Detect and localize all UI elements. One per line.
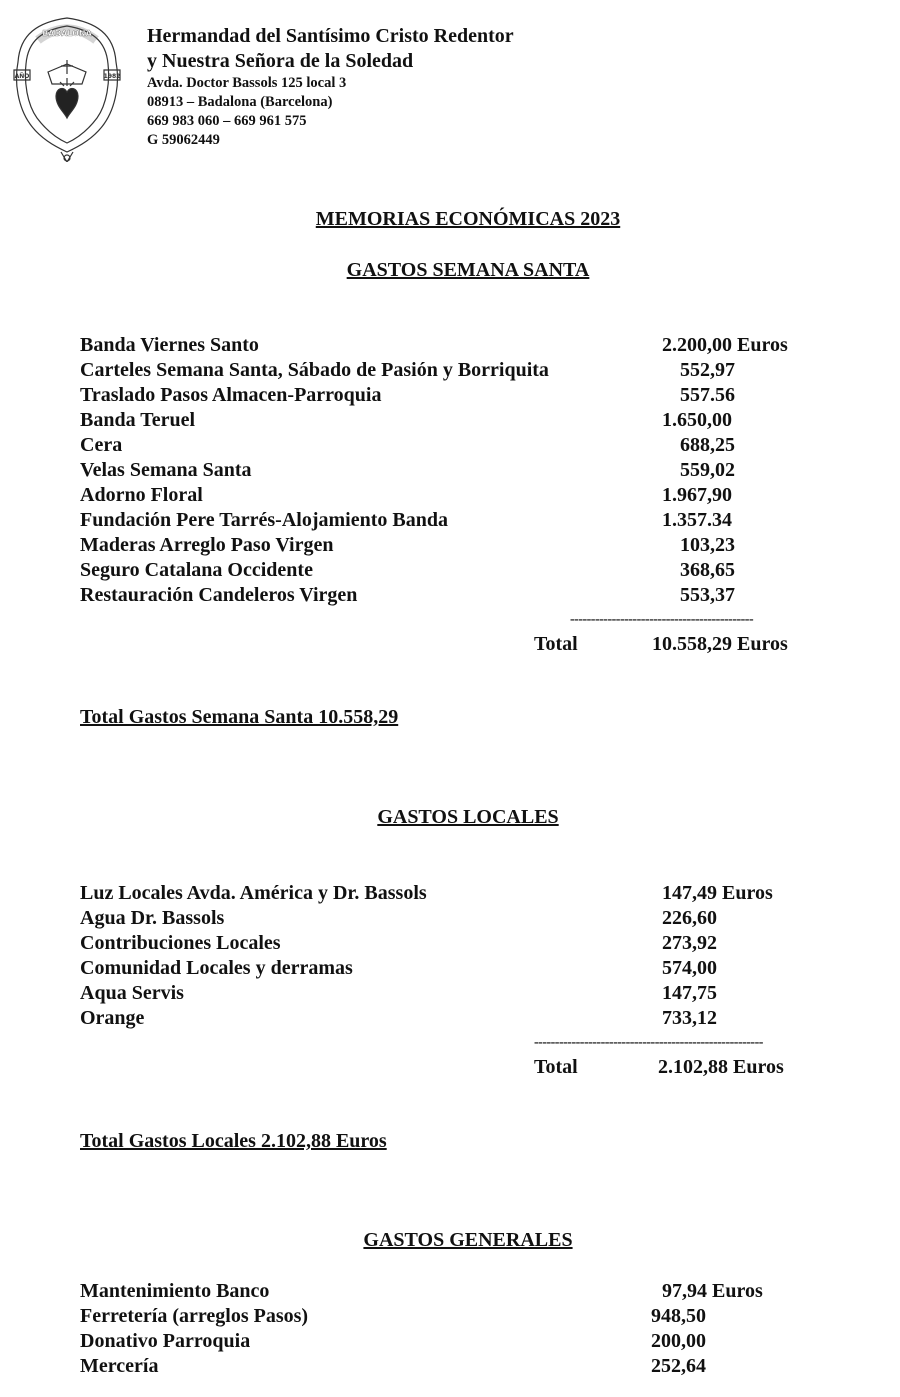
- expense-amount: 252,64: [651, 1355, 706, 1377]
- city-address: 08913 – Badalona (Barcelona): [147, 94, 333, 110]
- expense-amount: 688,25: [680, 434, 735, 456]
- total-amount: 10.558,29 Euros: [652, 633, 788, 655]
- expense-label: Fundación Pere Tarrés-Alojamiento Banda: [80, 509, 448, 531]
- expense-amount: 226,60: [662, 907, 717, 929]
- expense-amount: 557.56: [680, 384, 735, 406]
- expense-row: [80, 333, 860, 358]
- locales-summary: Total Gastos Locales 2.102,88 Euros: [80, 1130, 387, 1152]
- expense-row: [80, 931, 860, 956]
- expense-row: [80, 558, 860, 583]
- expense-amount: 97,94 Euros: [662, 1280, 763, 1302]
- expense-row: [80, 358, 860, 383]
- expense-label: Ferretería (arreglos Pasos): [80, 1305, 309, 1327]
- expense-row: [80, 433, 860, 458]
- brotherhood-seal-logo: [8, 12, 126, 162]
- expense-amount: 733,12: [662, 1007, 717, 1029]
- expense-label: Donativo Parroquia: [80, 1330, 251, 1352]
- expense-row: [80, 583, 860, 608]
- expense-label: Contribuciones Locales: [80, 932, 281, 954]
- expense-row: [80, 956, 860, 981]
- organization-name-line2: y Nuestra Señora de la Soledad: [147, 50, 414, 72]
- svg-text:AÑO: AÑO: [14, 73, 30, 80]
- expense-label: Agua Dr. Bassols: [80, 907, 225, 929]
- svg-text:BADALONA: BADALONA: [42, 29, 92, 38]
- semana-santa-total-row: [534, 632, 834, 657]
- document-title: MEMORIAS ECONÓMICAS 2023: [315, 208, 621, 230]
- expense-amount: 552,97: [680, 359, 735, 381]
- expense-amount: 200,00: [651, 1330, 706, 1352]
- expense-row: [80, 508, 860, 533]
- expense-amount: 559,02: [680, 459, 735, 481]
- expense-row: [80, 1279, 860, 1304]
- section-title-locales: GASTOS LOCALES: [377, 806, 559, 828]
- total-label: Total: [534, 633, 578, 655]
- expense-label: Traslado Pasos Almacen-Parroquia: [80, 384, 382, 406]
- expense-label: Seguro Catalana Occidente: [80, 559, 313, 581]
- total-amount: 2.102,88 Euros: [658, 1056, 784, 1078]
- expense-amount: 2.200,00 Euros: [662, 334, 788, 356]
- letterhead: [147, 24, 514, 150]
- expense-label: Mantenimiento Banco: [80, 1280, 270, 1302]
- expense-row: [80, 881, 860, 906]
- expense-amount: 574,00: [662, 957, 717, 979]
- svg-text:1982: 1982: [103, 73, 121, 80]
- expense-label: Restauración Candeleros Virgen: [80, 584, 358, 606]
- expense-label: Velas Semana Santa: [80, 459, 252, 481]
- expense-row: [80, 383, 860, 408]
- expense-amount: 1.357.34: [662, 509, 732, 531]
- expense-label: Comunidad Locales y derramas: [80, 957, 353, 979]
- expense-row: [80, 1006, 860, 1031]
- expense-amount: 147,75: [662, 982, 717, 1004]
- expense-label: Orange: [80, 1007, 145, 1029]
- expense-amount: 1.650,00: [662, 409, 732, 431]
- expense-row: [80, 981, 860, 1006]
- semana-santa-summary: Total Gastos Semana Santa 10.558,29: [80, 706, 399, 728]
- expense-row: [80, 906, 860, 931]
- tax-id: G 59062449: [147, 132, 220, 148]
- expense-amount: 948,50: [651, 1305, 706, 1327]
- expense-amount: 103,23: [680, 534, 735, 556]
- expense-row: [80, 1329, 860, 1354]
- expense-row: [80, 483, 860, 508]
- total-separator: -------------------------------------------------------: [534, 1035, 763, 1050]
- expense-label: Banda Teruel: [80, 409, 196, 431]
- expense-label: Aqua Servis: [80, 982, 184, 1004]
- expense-row: [80, 408, 860, 433]
- expense-amount: 147,49 Euros: [662, 882, 773, 904]
- expense-row: [80, 533, 860, 558]
- phone-numbers: 669 983 060 – 669 961 575: [147, 113, 307, 129]
- expense-amount: 1.967,90: [662, 484, 732, 506]
- expense-label: Mercería: [80, 1355, 159, 1377]
- street-address: Avda. Doctor Bassols 125 local 3: [147, 75, 347, 91]
- expense-label: Luz Locales Avda. América y Dr. Bassols: [80, 882, 427, 904]
- section-title-semana-santa: GASTOS SEMANA SANTA: [346, 259, 590, 281]
- expense-row: [80, 458, 860, 483]
- organization-name: Hermandad del Santísimo Cristo Redentor: [147, 25, 514, 47]
- expense-label: Carteles Semana Santa, Sábado de Pasión y Borriquita: [80, 359, 549, 381]
- expense-label: Banda Viernes Santo: [80, 334, 259, 356]
- expense-amount: 273,92: [662, 932, 717, 954]
- expense-row: [80, 1354, 860, 1379]
- total-label: Total: [534, 1056, 578, 1078]
- total-separator: --------------------------------------------: [570, 612, 754, 627]
- expense-label: Adorno Floral: [80, 484, 203, 506]
- expense-label: Maderas Arreglo Paso Virgen: [80, 534, 334, 556]
- expense-row: [80, 1304, 860, 1329]
- section-title-generales: GASTOS GENERALES: [363, 1229, 573, 1251]
- expense-amount: 553,37: [680, 584, 735, 606]
- locales-total-row: [534, 1055, 834, 1080]
- expense-label: Cera: [80, 434, 123, 456]
- expense-amount: 368,65: [680, 559, 735, 581]
